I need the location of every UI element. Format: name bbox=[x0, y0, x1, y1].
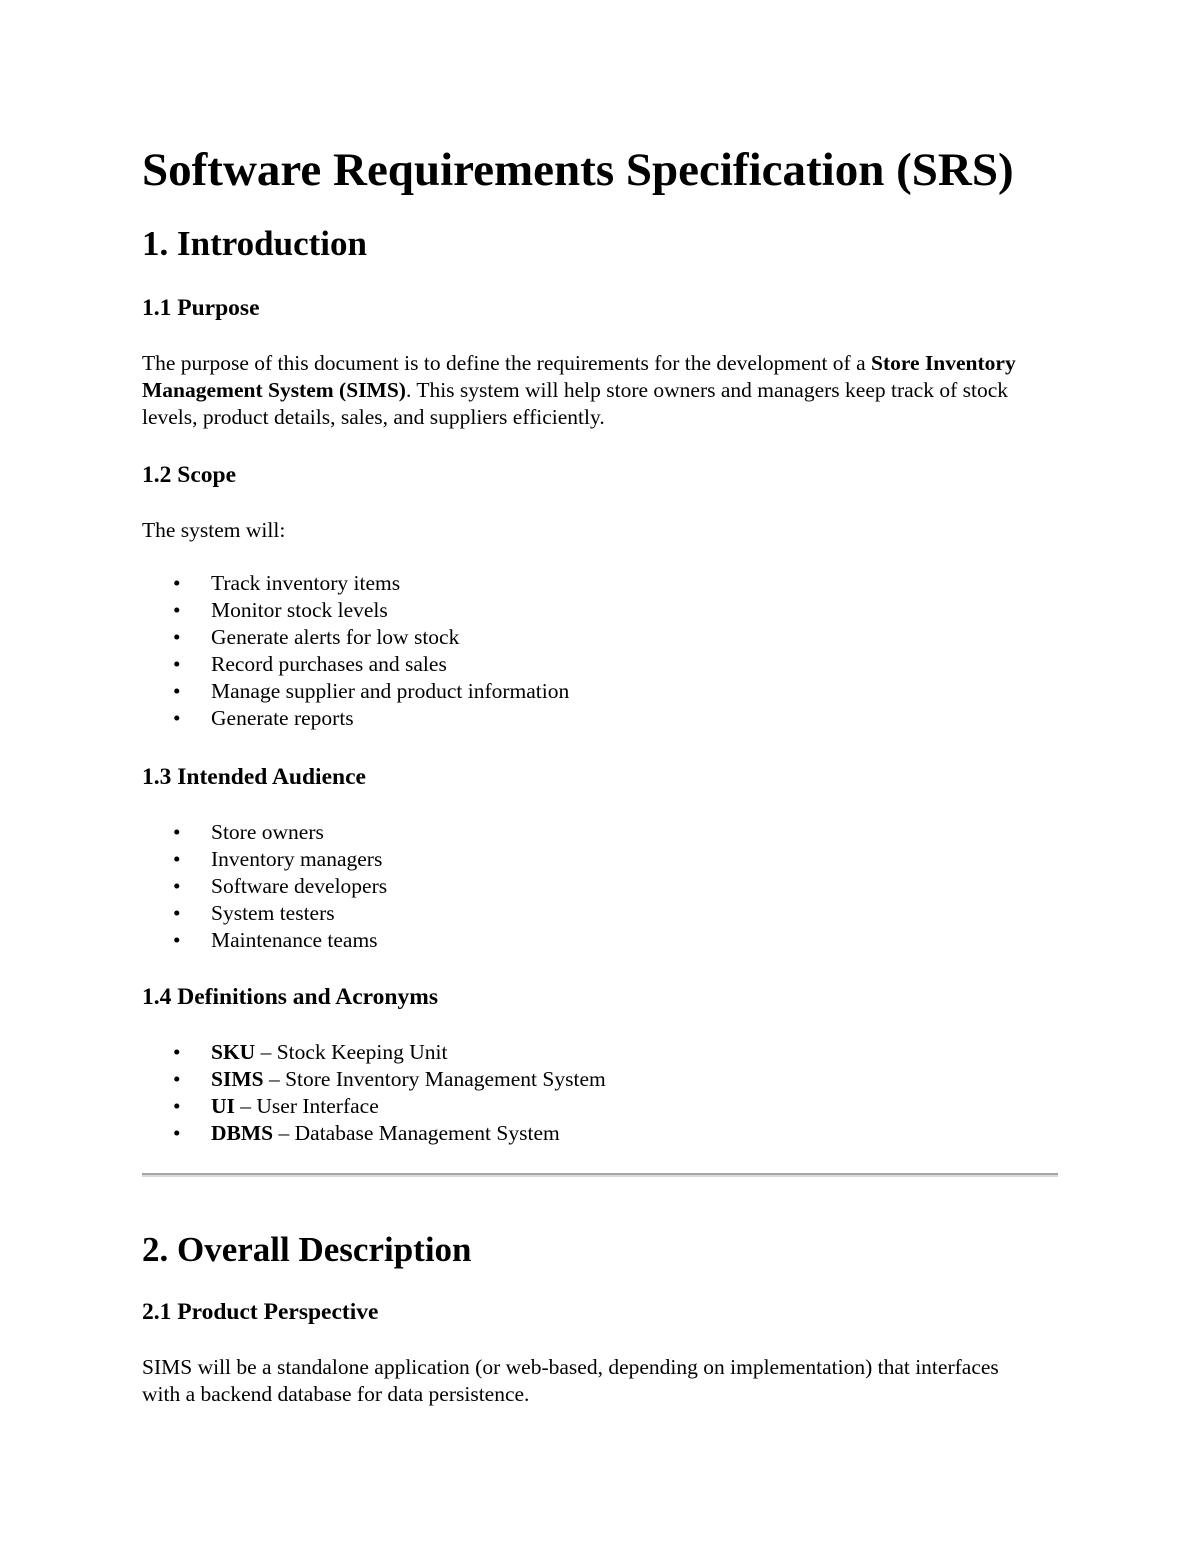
list-item bbox=[142, 1120, 606, 1147]
definition-term: SKU bbox=[211, 1040, 256, 1064]
section-2-heading: 2. Overall Description bbox=[142, 1230, 472, 1269]
audience-heading: 1.3 Intended Audience bbox=[142, 764, 366, 790]
bullet-icon: • bbox=[173, 625, 181, 649]
scope-item-text: Manage supplier and product information bbox=[211, 679, 570, 703]
list-item bbox=[142, 705, 569, 732]
bullet-icon: • bbox=[173, 1094, 181, 1118]
scope-item-text: Monitor stock levels bbox=[211, 598, 388, 622]
section-1-heading: 1. Introduction bbox=[142, 224, 367, 263]
scope-item-text: Generate reports bbox=[211, 706, 354, 730]
bullet-icon: • bbox=[173, 901, 181, 925]
bullet-icon: • bbox=[173, 874, 181, 898]
purpose-text-after: . This system will help store owners and managers keep track of stock levels, product details, sales, and suppliers efficiently. bbox=[142, 378, 1009, 430]
list-item bbox=[142, 651, 569, 678]
bullet-icon: • bbox=[173, 1121, 181, 1145]
list-item bbox=[142, 1066, 606, 1093]
product-perspective-heading: 2.1 Product Perspective bbox=[142, 1299, 379, 1325]
bullet-icon: • bbox=[173, 598, 181, 622]
definition-term: UI bbox=[211, 1094, 235, 1118]
audience-list bbox=[142, 819, 387, 954]
bullet-icon: • bbox=[173, 847, 181, 871]
list-item bbox=[142, 624, 569, 651]
list-item bbox=[142, 570, 569, 597]
definition-text: – Stock Keeping Unit bbox=[255, 1040, 448, 1064]
purpose-bold-term: Store Inventory Management System (SIMS) bbox=[142, 351, 1016, 403]
list-item bbox=[142, 873, 387, 900]
list-item bbox=[142, 1093, 606, 1120]
list-item bbox=[142, 597, 569, 624]
bullet-icon: • bbox=[173, 706, 181, 730]
audience-item-text: Inventory managers bbox=[211, 847, 383, 871]
scope-item-text: Generate alerts for low stock bbox=[211, 625, 460, 649]
scope-item-text: Record purchases and sales bbox=[211, 652, 447, 676]
list-item bbox=[142, 927, 387, 954]
definition-text: – Store Inventory Management System bbox=[263, 1067, 606, 1091]
bullet-icon: • bbox=[173, 1040, 181, 1064]
definition-term: DBMS bbox=[211, 1121, 274, 1145]
audience-item-text: Store owners bbox=[211, 820, 324, 844]
scope-item-text: Track inventory items bbox=[211, 571, 401, 595]
purpose-text-before: The purpose of this document is to define the requirements for the development of a bbox=[142, 351, 871, 375]
scope-list bbox=[142, 570, 569, 732]
list-item bbox=[142, 678, 569, 705]
bullet-icon: • bbox=[173, 1067, 181, 1091]
definitions-heading: 1.4 Definitions and Acronyms bbox=[142, 984, 438, 1010]
bullet-icon: • bbox=[173, 928, 181, 952]
list-item bbox=[142, 846, 387, 873]
scope-intro: The system will: bbox=[142, 518, 286, 542]
scope-heading: 1.2 Scope bbox=[142, 462, 236, 488]
bullet-icon: • bbox=[173, 820, 181, 844]
definition-text: – Database Management System bbox=[273, 1121, 560, 1145]
document-title: Software Requirements Specification (SRS) bbox=[142, 144, 1014, 196]
audience-item-text: Maintenance teams bbox=[211, 928, 378, 952]
document-page bbox=[142, 0, 1058, 1553]
list-item bbox=[142, 1039, 606, 1066]
definition-term: SIMS bbox=[211, 1067, 264, 1091]
audience-item-text: System testers bbox=[211, 901, 335, 925]
bullet-icon: • bbox=[173, 652, 181, 676]
bullet-icon: • bbox=[173, 571, 181, 595]
list-item bbox=[142, 819, 387, 846]
product-perspective-paragraph: SIMS will be a standalone application (or web-based, depending on implementation) that interfaces with a backend database for data persistence. bbox=[142, 1355, 999, 1407]
audience-item-text: Software developers bbox=[211, 874, 388, 898]
definition-text: – User Interface bbox=[234, 1094, 379, 1118]
bullet-icon: • bbox=[173, 679, 181, 703]
purpose-heading: 1.1 Purpose bbox=[142, 295, 260, 321]
purpose-paragraph bbox=[142, 350, 1042, 432]
horizontal-divider bbox=[142, 1173, 1058, 1177]
definitions-list bbox=[142, 1039, 606, 1147]
list-item bbox=[142, 900, 387, 927]
